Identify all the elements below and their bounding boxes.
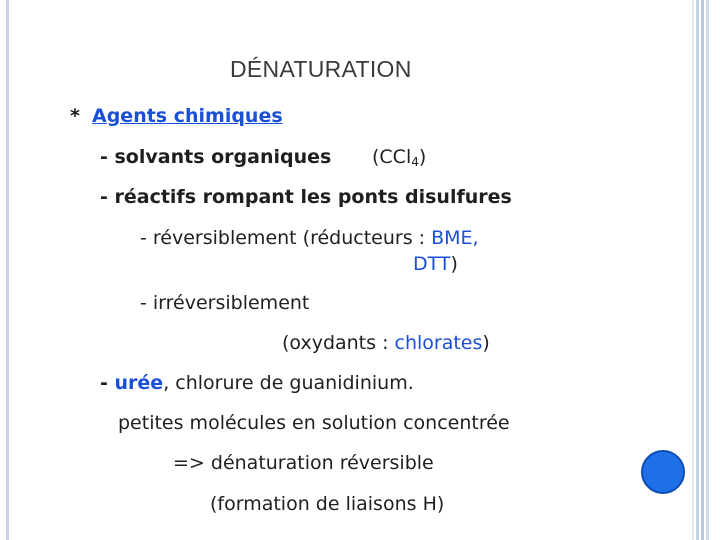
uree-word: urée bbox=[114, 372, 164, 394]
oxydants-open: (oxydants : bbox=[282, 332, 395, 354]
reducer-dtt: DTT bbox=[413, 253, 451, 275]
item-petites-molecules: petites molécules en solution concentrée bbox=[118, 412, 510, 434]
item-denaturation-reversible: => dénaturation réversible bbox=[173, 452, 434, 474]
reversible-cont bbox=[413, 252, 458, 276]
blue-circle-decoration bbox=[641, 450, 685, 494]
uree-dash: - bbox=[100, 372, 115, 394]
item-formation-liaisons: (formation de liaisons H) bbox=[210, 493, 445, 515]
slide-title: DÉNATURATION bbox=[230, 56, 412, 82]
formula-sub: 4 bbox=[411, 155, 419, 169]
heading-agents-chimiques: Agents chimiques bbox=[92, 105, 283, 127]
formula-open: (CCl bbox=[372, 146, 412, 168]
item-irreversible: - irréversiblement bbox=[140, 292, 310, 314]
bullet-marker: * bbox=[70, 105, 80, 127]
reversible-close: ) bbox=[450, 253, 458, 275]
item-reactifs: - réactifs rompant les ponts disulfures bbox=[100, 186, 512, 208]
item-solvants bbox=[100, 145, 331, 169]
formula-close: ) bbox=[418, 146, 427, 168]
left-border bbox=[6, 0, 9, 540]
item-oxydants bbox=[282, 331, 490, 355]
reversible-label: - réversiblement (réducteurs : bbox=[140, 227, 432, 249]
item-reversible bbox=[140, 226, 479, 250]
solvants-label: - solvants organiques bbox=[100, 146, 332, 168]
reducer-bme: BME, bbox=[431, 227, 479, 249]
oxydant-chlorates: chlorates bbox=[394, 332, 483, 354]
solvants-formula bbox=[372, 145, 426, 174]
right-border bbox=[692, 0, 710, 540]
uree-rest: , chlorure de guanidinium. bbox=[163, 372, 414, 394]
item-uree bbox=[100, 371, 414, 395]
oxydants-close: ) bbox=[482, 332, 490, 354]
